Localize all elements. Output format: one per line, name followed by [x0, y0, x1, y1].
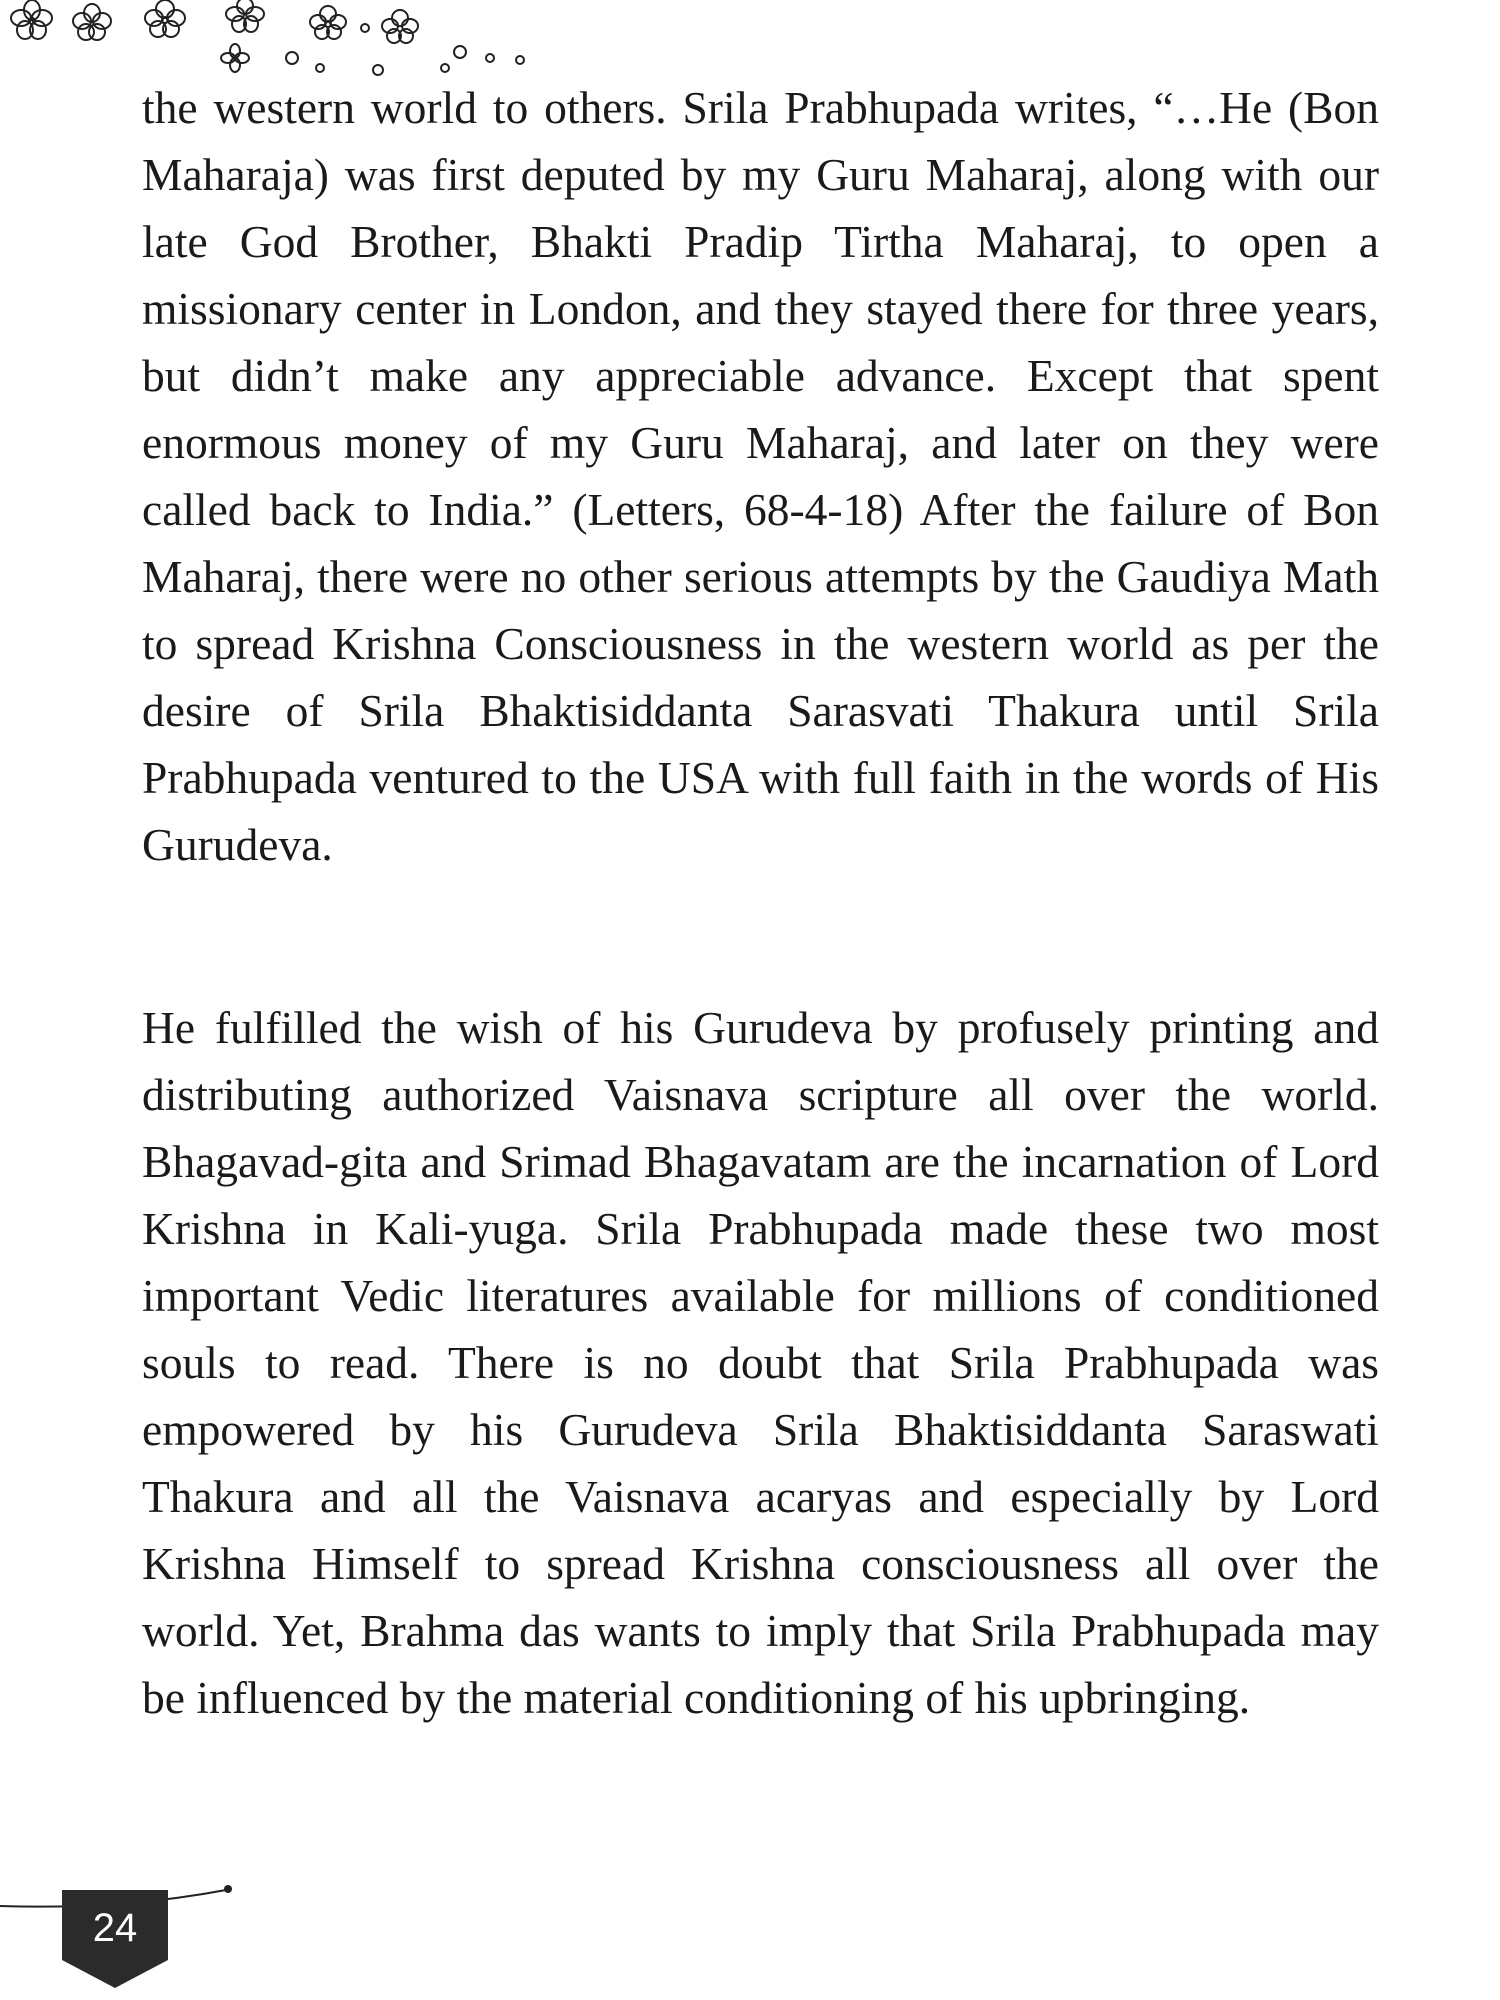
page-number: 24: [92, 1906, 138, 1950]
body-paragraph-1: the western world to others. Srila Prabhupada writes, “…He (Bon Maharaja) was first deputed by my Guru Maharaj, along with our late God Brother, Bhakti Pradip Tirtha Maharaj, to open a missionary center in London, and they stayed there for three years, but didn’t make any appreciable advance. Except that spent enormous money of my Guru Maharaj, and later on they were called back to India.” (Letters, 68-4-18) After the failure of Bon Maharaj, there were no other serious attempts by the Gaudiya Math to spread Krishna Consciousness in the western world as per the desire of Srila Bhaktisiddanta Sarasvati Thakura until Srila Prabhupada ventured to the USA with full faith in the words of His Gurudeva.: [142, 82, 1379, 870]
body-paragraph-2: He fulfilled the wish of his Gurudeva by profusely printing and distributing authorized Vaisnava scripture all over the world. Bhagavad-gita and Srimad Bhagavatam are the incarnation of Lord Krishna in Kali-yuga. Srila Prabhupada made these two most important Vedic literatures available for millions of conditioned souls to read. There is no doubt that Srila Prabhupada was empowered by his Gurudeva Srila Bhaktisiddanta Saraswati Thakura and all the Vaisnava acaryas and especially by Lord Krishna Himself to spread Krishna consciousness all over the world. Yet, Brahma das wants to imply that Srila Prabhupada may be influenced by the material conditioning of his upbringing.: [142, 1002, 1379, 1723]
flower-doodle-icon: [0, 0, 540, 80]
